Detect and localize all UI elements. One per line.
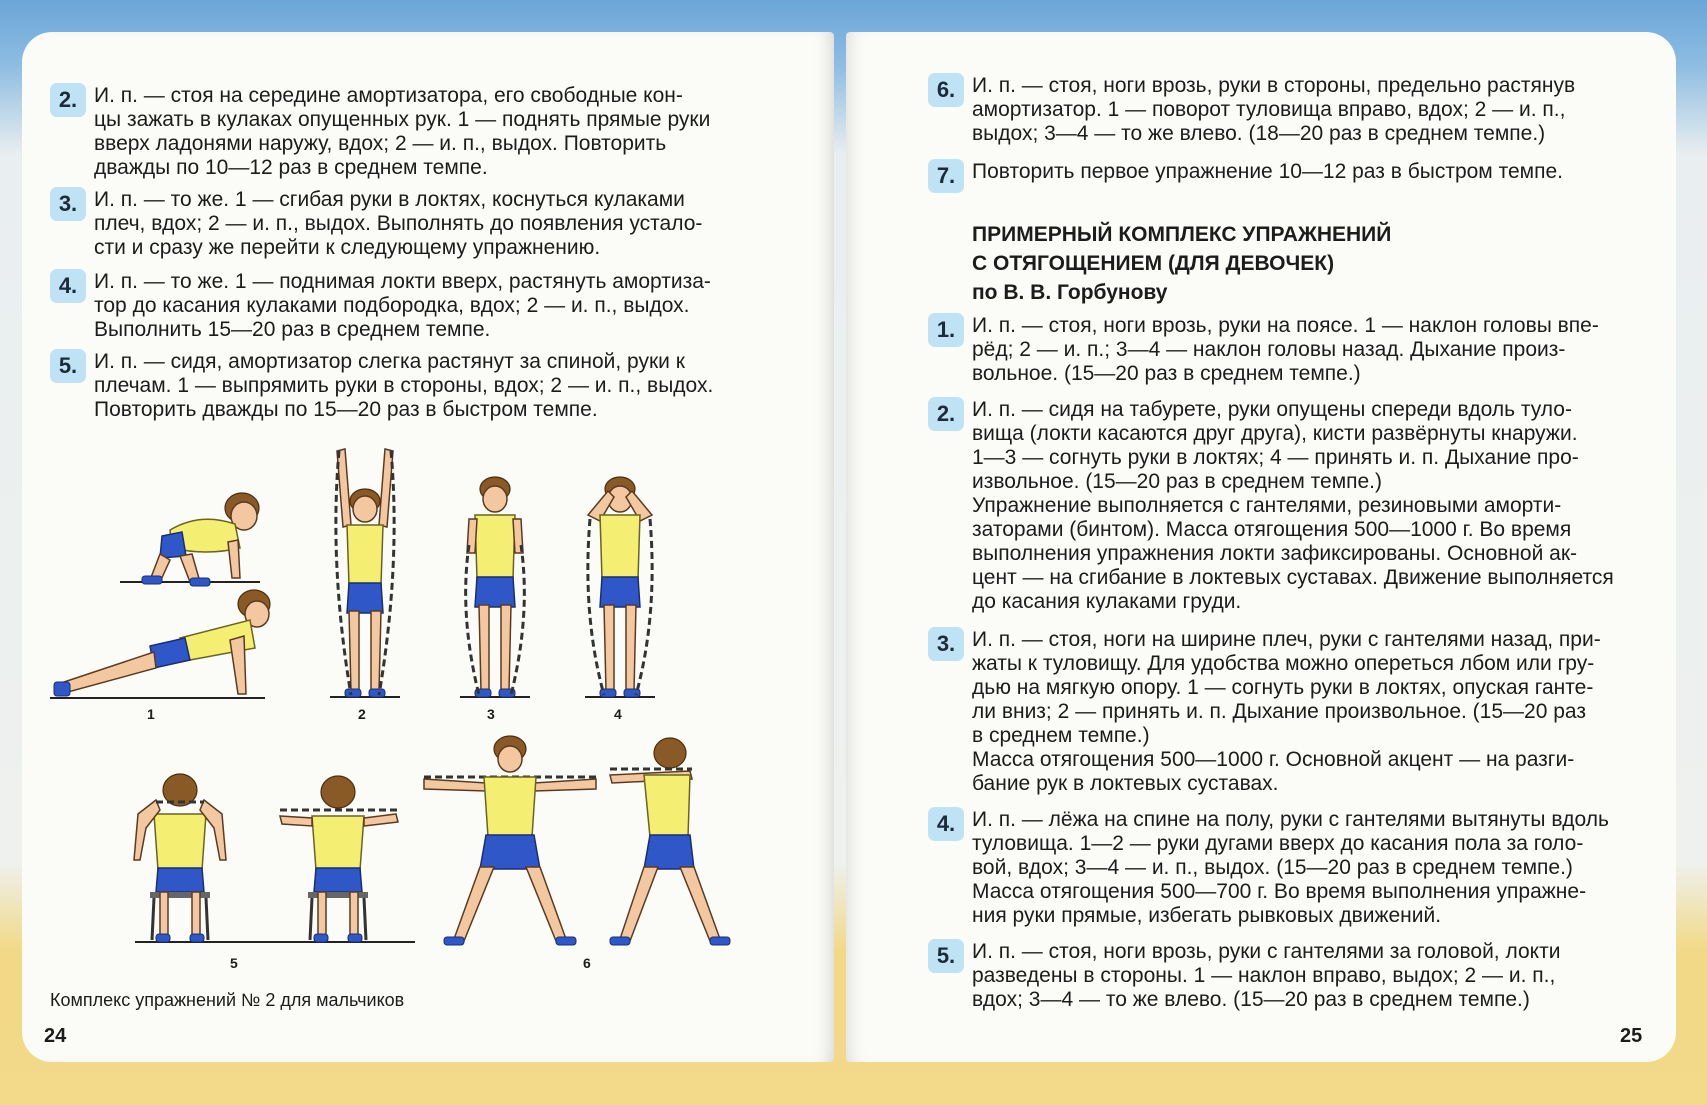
text-line: И. п. — стоя, ноги врозь, руки в стороны, предельно растянув bbox=[972, 74, 1576, 97]
text-line: И. п. — стоя, ноги на ширине плеч, руки с гантелями назад, при- bbox=[972, 628, 1601, 651]
exercise-number: 2. bbox=[50, 83, 86, 117]
text-line: Масса отягощения 500—1000 г. Основной акцент — на разги- bbox=[972, 748, 1575, 771]
text-line: ния руки прямые, избегать рывковых движений. bbox=[972, 904, 1442, 927]
figure-label-3: 3 bbox=[487, 706, 495, 722]
heading-author: по В. В. Горбунову bbox=[972, 281, 1168, 304]
figure-label-6: 6 bbox=[583, 955, 591, 971]
text-line: И. п. — стоя, ноги врозь, руки с гантелями за головой, локти bbox=[972, 940, 1561, 963]
text-line: дью на мягкую опору. 1 — согнуть руки в локтях, опуская ганте- bbox=[972, 676, 1594, 699]
text-line: дважды по 10—12 раз в среднем темпе. bbox=[94, 156, 488, 179]
text-line: рёд; 2 — и. п.; 3—4 — наклон головы назад. Дыхание произ- bbox=[972, 338, 1566, 361]
text-line: И. п. — стоя, ноги врозь, руки на поясе. 1 — наклон головы впе- bbox=[972, 314, 1599, 337]
exercise-item-6 bbox=[928, 74, 1646, 150]
text-line: Повторить дважды по 15—20 раз в быстром темпе. bbox=[94, 398, 598, 421]
exercise-item-7 bbox=[928, 160, 1646, 190]
text-line: Масса отягощения 500—700 г. Во время выполнения упражне- bbox=[972, 880, 1587, 903]
exercise-number: 1. bbox=[928, 313, 964, 347]
text-line: И. п. — то же. 1 — сгибая руки в локтях, коснуться кулаками bbox=[94, 188, 685, 211]
text-line: плечам. 1 — выпрямить руки в стороны, вдох; 2 — и. п., выдох. bbox=[94, 374, 714, 397]
section-heading bbox=[972, 220, 1672, 307]
girls-exercise-item-4 bbox=[928, 808, 1646, 932]
exercise-number: 2. bbox=[928, 397, 964, 431]
exercise-item-4 bbox=[50, 270, 755, 346]
text-line: сти и сразу же перейти к следующему упражнению. bbox=[94, 236, 601, 259]
text-line: бание рук в локтевых суставах. bbox=[972, 772, 1279, 795]
text-line: амортизатор. 1 — поворот туловища вправо, вдох; 2 — и. п., bbox=[972, 98, 1566, 121]
figure-label-2: 2 bbox=[358, 706, 366, 722]
exercise-number: 3. bbox=[50, 187, 86, 221]
text-line: И. п. — то же. 1 — поднимая локти вверх, растянуть амортиза- bbox=[94, 270, 711, 293]
exercise-number: 4. bbox=[928, 807, 964, 841]
text-line: Упражнение выполняется с гантелями, резиновыми аморти- bbox=[972, 494, 1562, 517]
text-line: 1—3 — согнуть руки в локтях; 4 — принять и. п. Дыхание про- bbox=[972, 446, 1579, 469]
figure-label-5: 5 bbox=[230, 955, 238, 971]
text-line: Выполнить 15—20 раз в среднем темпе. bbox=[94, 318, 491, 341]
text-line: вольное. (15—20 раз в среднем темпе.) bbox=[972, 362, 1361, 385]
exercise-figure-1 bbox=[50, 480, 270, 710]
text-line: до касания кулаками груди. bbox=[972, 590, 1242, 613]
text-line: вдох; 3—4 — то же влево. (15—20 раз в среднем темпе.) bbox=[972, 988, 1530, 1011]
figure-label-4: 4 bbox=[614, 706, 622, 722]
text-line: в среднем темпе.) bbox=[972, 724, 1150, 747]
text-line: туловища. 1—2 — руки дугами вверх до касания пола за голо- bbox=[972, 832, 1584, 855]
text-line: И. п. — лёжа на спине на полу, руки с гантелями вытянуты вдоль bbox=[972, 808, 1609, 831]
text-line: извольное. (15—20 раз в среднем темпе.) bbox=[972, 470, 1383, 493]
girls-exercise-item-3 bbox=[928, 628, 1646, 800]
text-line: плеч, вдох; 2 — и. п., выдох. Выполнять до появления устало- bbox=[94, 212, 703, 235]
text-line: цент — на сгибание в локтевых суставах. Движение выполняется bbox=[972, 566, 1614, 589]
exercise-figure-2 bbox=[325, 445, 405, 705]
girls-exercise-item-2 bbox=[928, 398, 1646, 618]
text-line: И. п. — сидя, амортизатор слегка растянут за спиной, руки к bbox=[94, 350, 685, 373]
girls-exercise-item-1 bbox=[928, 314, 1646, 390]
text-line: разведены в стороны. 1 — наклон вправо, выдох; 2 — и. п., bbox=[972, 964, 1556, 987]
text-line: вой, вдох; 3—4 — и. п., выдох. (15—20 раз в среднем темпе.) bbox=[972, 856, 1573, 879]
exercise-number: 5. bbox=[928, 939, 964, 973]
exercise-figure-5 bbox=[130, 770, 420, 950]
exercise-number: 5. bbox=[50, 349, 86, 383]
exercise-figure-6 bbox=[420, 735, 730, 955]
text-line: ли вниз; 2 — принять и. п. Дыхание произвольное. (15—20 раз bbox=[972, 700, 1586, 723]
exercise-item-3 bbox=[50, 188, 755, 264]
heading-line: ПРИМЕРНЫЙ КОМПЛЕКС УПРАЖНЕНИЙ bbox=[972, 223, 1392, 246]
text-line: цы зажать в кулаках опущенных рук. 1 — поднять прямые руки bbox=[94, 108, 711, 131]
heading-line: С ОТЯГОЩЕНИЕМ (ДЛЯ ДЕВОЧЕК) bbox=[972, 252, 1335, 275]
figure-label-1: 1 bbox=[147, 706, 155, 722]
text-line: тор до касания кулаками подбородка, вдох; 2 — и. п., выдох. bbox=[94, 294, 690, 317]
exercise-item-2 bbox=[50, 84, 755, 184]
text-line: вверх ладонями наружу, вдох; 2 — и. п., выдох. Повторить bbox=[94, 132, 667, 155]
page-number-right: 25 bbox=[1620, 1025, 1643, 1047]
figure-caption: Комплекс упражнений № 2 для мальчиков bbox=[50, 990, 405, 1010]
exercise-item-5 bbox=[50, 350, 755, 426]
exercise-number: 3. bbox=[928, 627, 964, 661]
exercise-figure-3 bbox=[455, 475, 535, 705]
exercise-number: 7. bbox=[928, 159, 964, 193]
text-line: вища (локти касаются друг друга), кисти развёрнуты кнаружи. bbox=[972, 422, 1578, 445]
girls-exercise-item-5 bbox=[928, 940, 1646, 1016]
page-number-left: 24 bbox=[44, 1025, 67, 1047]
text-line: Повторить первое упражнение 10—12 раз в быстром темпе. bbox=[972, 160, 1563, 183]
text-line: выполнения упражнения локти зафиксированы. Основной ак- bbox=[972, 542, 1578, 565]
text-line: жаты к туловищу. Для удобства можно опереться лбом или гру- bbox=[972, 652, 1595, 675]
exercise-figure-4 bbox=[580, 475, 660, 705]
exercise-number: 6. bbox=[928, 73, 964, 107]
text-line: выдох; 3—4 — то же влево. (18—20 раз в среднем темпе.) bbox=[972, 122, 1546, 145]
text-line: И. п. — стоя на середине амортизатора, его свободные кон- bbox=[94, 84, 683, 107]
exercise-number: 4. bbox=[50, 269, 86, 303]
text-line: заторами (бинтом). Масса отягощения 500—1000 г. Во время bbox=[972, 518, 1572, 541]
text-line: И. п. — сидя на табурете, руки опущены спереди вдоль туло- bbox=[972, 398, 1572, 421]
